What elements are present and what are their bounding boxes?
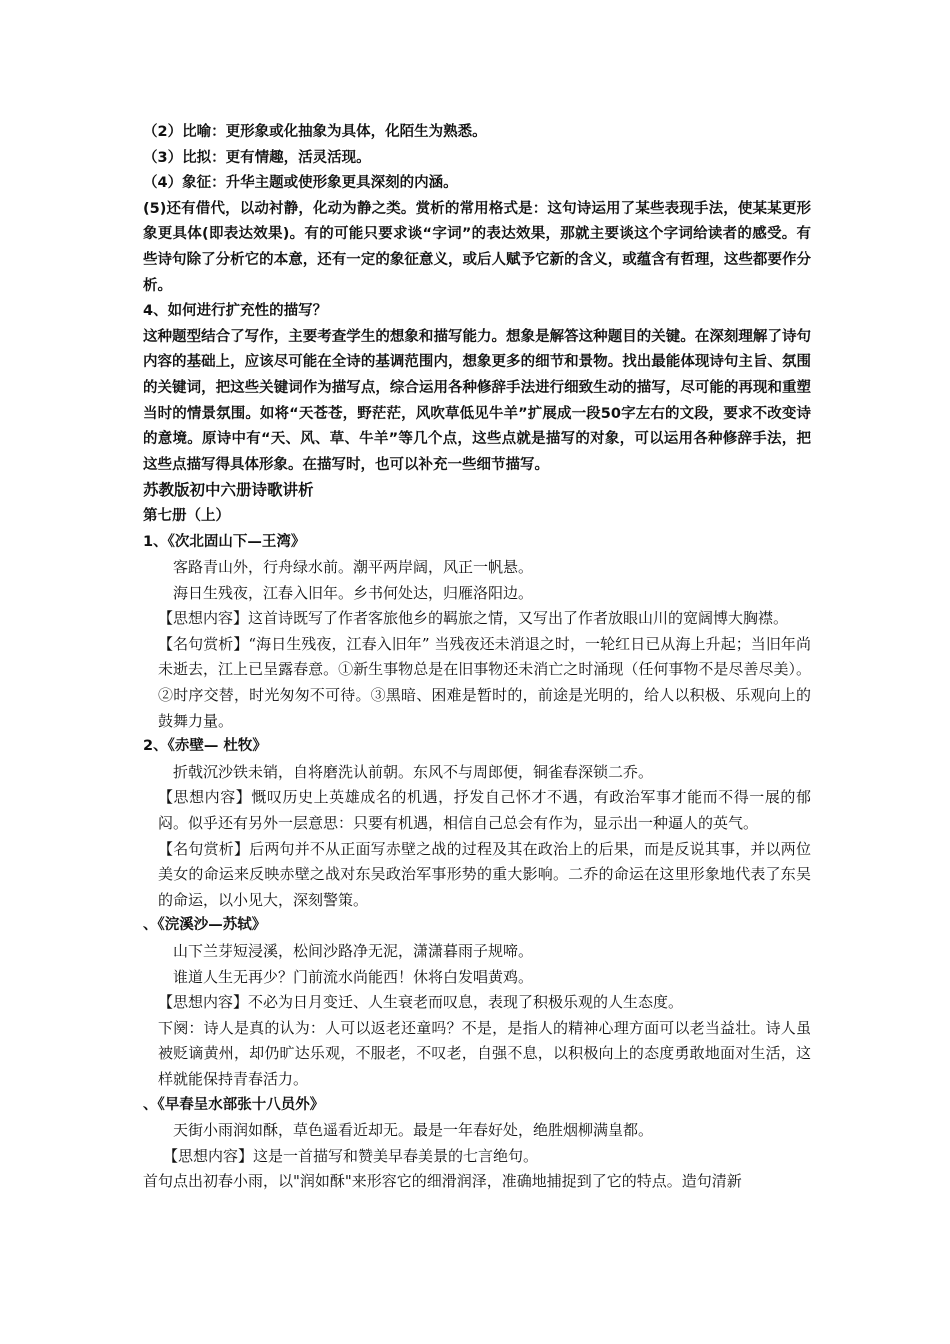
poem-analysis: 【名句赏析】“海日生残夜，江春入旧年” 当残夜还未消退之时，一轮红日已从海上升起；当旧年尚未逝去，江上已呈露春意。①新生事物总是在旧事物还未消亡之时涌现（任何事物不是尽善尽美）。②时序交替，时光匆匆不可待。③黑暗、困难是暂时的，前途是光明的，给人以积极、乐观向上的鼓舞力量。 <box>158 634 811 730</box>
poem-line: 谁道人生无再少？门前流水尚能西！休将白发唱黄鸡。 <box>173 967 534 986</box>
poem-line: 折戟沉沙铁未销，自将磨洗认前朝。东风不与周郎便，铜雀春深锁二乔。 <box>173 762 654 781</box>
intro-paragraph-other-techniques: (5)还有借代，以动衬静，化动为静之类。赏析的常用格式是：这句诗运用了某些表现手法，使某某更形象更具体(即表达效果)。有的可能只要求谈“字词”的表达效果，那就主要谈这个字词给读者的感受。有些诗句除了分析它的本意，还有一定的象征意义，或后人赋予它新的含义，或蕴含有哲理，这些都要作分析。 <box>143 200 811 294</box>
question-4-title: 4、如何进行扩充性的描写？ <box>143 303 328 320</box>
poem-title: 1、《次北固山下—王湾》 <box>143 533 306 550</box>
poem-line: 山下兰芽短浸溪，松间沙路净无泥，潇潇暮雨子规啼。 <box>173 942 534 960</box>
poem-content: 【思想内容】这是一首描写和赞美早春美景的七言绝句。 <box>163 1146 539 1165</box>
poem-line: 客路青山外，行舟绿水前。潮平两岸阔，风正一帆悬。 <box>173 558 534 577</box>
intro-line-metaphor: （2）比喻：更形象或化抽象为具体，化陌生为熟悉。 <box>143 124 487 140</box>
volume-title: 第七册（上） <box>143 507 230 524</box>
poem-content: 【思想内容】慨叹历史上英雄成名的机遇，抒发自己怀才不遇，有政治军事才能而不得一展的郁闷。似乎还有另外一层意思：只要有机遇，相信自己总会有作为，显示出一种逼人的英气。 <box>158 788 811 833</box>
section-title: 苏教版初中六册诗歌讲析 <box>143 481 314 500</box>
question-4-body: 这种题型结合了写作，主要考查学生的想象和描写能力。想象是解答这种题目的关键。在深刻理解了诗句内容的基础上，应该尽可能在全诗的基调范围内，想象更多的细节和景物。找出最能体现诗句主旨、氛围的关键词，把这些关键词作为描写点，综合运用各种修辞手法进行细致生动的描写，尽可能的再现和重塑当时的情景氛围。如将“天苍苍，野茫茫，风吹草低见牛羊”扩展成一段50字左右的文段，要求不改变诗的意境。原诗中有“天、风、草、牛羊”等几个点，这些点就是描写的对象，可以运用各种修辞手法，把这些点描写得具体形象。在描写时，也可以补充一些细节描写。 <box>143 328 811 473</box>
intro-line-personification: （3）比拟：更有情趣，活灵活现。 <box>143 149 371 166</box>
poem-title: 、《浣溪沙—苏轼》 <box>143 917 267 934</box>
poem-title: 2、《赤壁— 杜牧》 <box>143 738 267 755</box>
poem-analysis: 【名句赏析】后两句并不从正面写赤壁之战的过程及其在政治上的后果，而是反说其事，并以两位美女的命运来反映赤壁之战对东吴政治军事形势的重大影响。二乔的命运在这里形象地代表了东吴的命运，以小见大，深刻警策。 <box>158 839 811 909</box>
poem-analysis: 首句点出初春小雨，以"润如酥"来形容它的细滑润泽，准确地捕捉到了它的特点。造句清新 <box>143 1172 742 1191</box>
poem-line: 海日生残夜，江春入旧年。乡书何处达，归雁洛阳边。 <box>173 583 534 602</box>
document-page <box>143 120 811 1195</box>
poem-analysis: 下阕：诗人是真的认为：人可以返老还童吗？不是，是指人的精神心理方面可以老当益壮。诗人虽被贬谪黄州，却仍旷达乐观，不服老，不叹老，自强不息，以积极向上的态度勇敢地面对生活，这样就能保持青春活力。 <box>158 1018 811 1088</box>
poem-line: 天街小雨润如酥，草色遥看近却无。最是一年春好处，绝胜烟柳满皇都。 <box>173 1121 654 1140</box>
intro-line-symbolism: （4）象征：升华主题或使形象更具深刻的内涵。 <box>143 175 458 192</box>
poem-content: 【思想内容】不必为日月变迁、人生衰老而叹息，表现了积极乐观的人生态度。 <box>158 993 684 1012</box>
poem-content: 【思想内容】这首诗既写了作者客旅他乡的羁旅之情，又写出了作者放眼山川的宽阔博大胸襟。 <box>158 609 789 628</box>
poem-title: 、《早春呈水部张十八员外》 <box>143 1096 325 1113</box>
